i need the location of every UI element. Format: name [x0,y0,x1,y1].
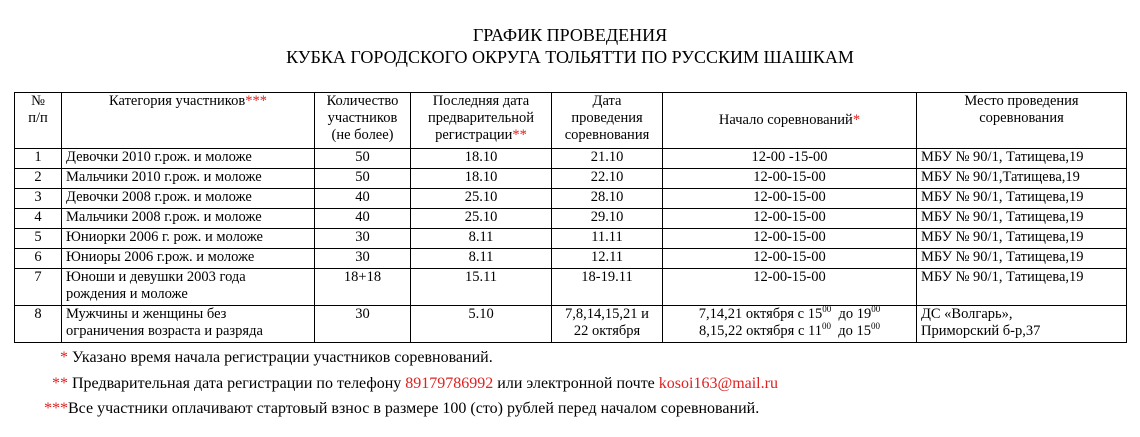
cell-date: 11.11 [552,229,663,249]
header-category: Категория участников*** [62,93,315,149]
header-registration: Последняя дата предварительной регистрации** [411,93,552,149]
cell-category: Юноши и девушки 2003 года рождения и моложе [62,269,315,306]
cell-count: 30 [315,306,411,343]
cell-place: МБУ № 90/1, Татищева,19 [917,189,1127,209]
cell-reg: 15.11 [411,269,552,306]
cell-count: 30 [315,229,411,249]
cell-start: 12-00-15-00 [663,229,917,249]
email-link[interactable]: kosoi163@mail.ru [658,375,778,392]
footnote-entry-fee: ***Все участники оплачивают стартовый взнос в размере 100 (сто) рублей перед началом соревнований. [44,400,760,417]
header-place: Место проведения соревнования [917,93,1127,149]
cell-reg: 5.10 [411,306,552,343]
table-row [15,229,1127,249]
header-reg-mark: ** [512,127,527,143]
cell-start: 7,14,21 октября с $15^{00}$ до $19^{00}$ 8,15,22 октября с $11^{00}$ до $15^{00}$ [663,306,917,343]
cell-place: МБУ № 90/1, Татищева,19 [917,229,1127,249]
phone-number: 89179786992 [405,375,494,392]
cell-num: 4 [15,209,62,229]
cell-category: Юниоры 2006 г.рож. и моложе [62,249,315,269]
footnote-registration-time: * Указано время начала регистрации участников соревнований. [60,349,493,366]
cell-reg: 8.11 [411,249,552,269]
header-category-mark: *** [245,93,267,109]
cell-category: Мальчики 2008 г.рож. и моложе [62,209,315,229]
cell-count: 50 [315,169,411,189]
table-row [15,189,1127,209]
cell-category: Мальчики 2010 г.рож. и моложе [62,169,315,189]
cell-place: МБУ № 90/1, Татищева,19 [917,149,1127,169]
cell-place: МБУ № 90/1,Татищева,19 [917,169,1127,189]
cell-reg: 18.10 [411,149,552,169]
cell-count: 40 [315,189,411,209]
table-row [15,269,1127,306]
cell-num: 7 [15,269,62,306]
table-row [15,169,1127,189]
table-row [15,306,1127,343]
doc-title-line1: ГРАФИК ПРОВЕДЕНИЯ [472,25,668,45]
cell-num: 6 [15,249,62,269]
doc-title-line2: КУБКА ГОРОДСКОГО ОКРУГА ТОЛЬЯТТИ ПО РУССКИМ ШАШКАМ [286,47,854,67]
cell-place: МБУ № 90/1, Татищева,19 [917,209,1127,229]
cell-num: 8 [15,306,62,343]
cell-num: 2 [15,169,62,189]
header-start: Начало соревнований* [663,93,917,149]
cell-category: Девочки 2010 г.рож. и моложе [62,149,315,169]
cell-start: 12-00-15-00 [663,169,917,189]
cell-date: 7,8,14,15,21 и 22 октября [552,306,663,343]
cell-start: 12-00 -15-00 [663,149,917,169]
cell-count: 50 [315,149,411,169]
cell-start: 12-00-15-00 [663,189,917,209]
cell-date: 22.10 [552,169,663,189]
cell-num: 5 [15,229,62,249]
header-start-mark: * [852,112,861,128]
cell-start: 12-00-15-00 [663,249,917,269]
table-row [15,209,1127,229]
cell-date: 29.10 [552,209,663,229]
cell-reg: 8.11 [411,229,552,249]
cell-reg: 25.10 [411,189,552,209]
schedule-table [14,92,1127,343]
cell-place: МБУ № 90/1, Татищева,19 [917,269,1127,306]
cell-category: Юниорки 2006 г. рож. и моложе [62,229,315,249]
cell-reg: 18.10 [411,169,552,189]
cell-start: 12-00-15-00 [663,269,917,306]
cell-date: 18-19.11 [552,269,663,306]
cell-count: 18+18 [315,269,411,306]
cell-date: 12.11 [552,249,663,269]
table-row [15,149,1127,169]
cell-start: 12-00-15-00 [663,209,917,229]
cell-category: Девочки 2008 г.рож. и моложе [62,189,315,209]
cell-place: МБУ № 90/1, Татищева,19 [917,249,1127,269]
cell-date: 28.10 [552,189,663,209]
cell-reg: 25.10 [411,209,552,229]
cell-num: 3 [15,189,62,209]
table-row [15,249,1127,269]
footnote-preregistration: ** Предварительная дата регистрации по телефону 89179786992 или электронной почте kosoi163@mail.ru [52,375,778,392]
cell-count: 30 [315,249,411,269]
header-num: № п/п [15,93,62,149]
header-count: Количество участников (не более) [315,93,411,149]
cell-count: 40 [315,209,411,229]
cell-date: 21.10 [552,149,663,169]
table-header-row [15,93,1127,149]
cell-place: ДС «Волгарь», Приморский б-р,37 [917,306,1127,343]
cell-category: Мужчины и женщины без ограничения возраста и разряда [62,306,315,343]
cell-num: 1 [15,149,62,169]
header-date: Дата проведения соревнования [552,93,663,149]
